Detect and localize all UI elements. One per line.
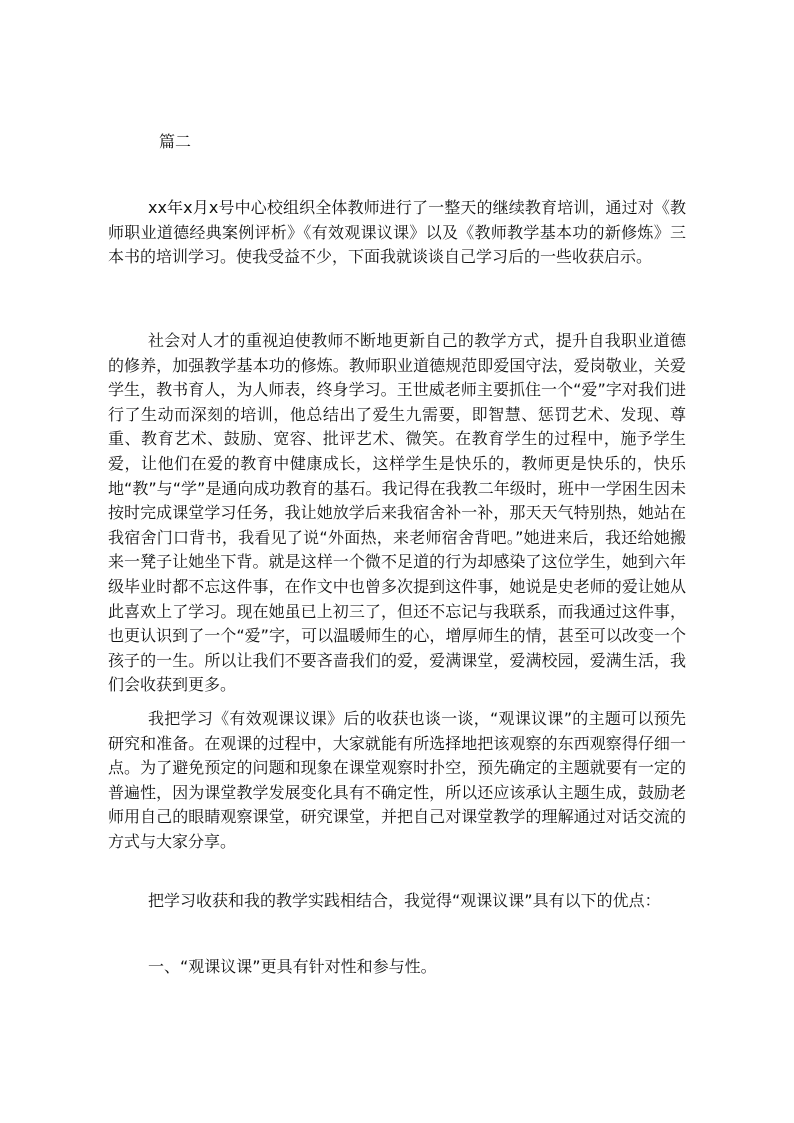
paragraph-point-one: 一、“观课议课”更具有针对性和参与性。: [148, 957, 437, 976]
paragraph-advantages-intro: 把学习收获和我的教学实践相结合，我觉得“观课议课”具有以下的优点：: [148, 891, 661, 910]
paragraph-intro: xx年x月x号中心校组织全体教师进行了一整天的继续教育培训，通过对《教师职业道德经典案例评析》《有效观课议课》以及《教师教学基本功的新修炼》三本书的培训学习。使我受益不少，下面我就谈谈自己学习后的一些收获启示。: [108, 198, 686, 267]
paragraph-observation: 我把学习《有效观课议课》后的收获也谈一谈，“观课议课”的主题可以预先研究和准备。在观课的过程中，大家就能有所选择地把该观察的东西观察得仔细一点。为了避免预定的问题和现象在课堂观察时扑空，预先确定的主题就要有一定的普遍性，因为课堂教学发展变化具有不确定性，所以还应该承认主题生成，鼓励老师用自己的眼睛观察课堂，研究课堂，并把自己对课堂教学的理解通过对话交流的方式与大家分享。: [108, 709, 686, 851]
section-heading: 篇二: [159, 132, 192, 151]
paragraph-teacher-ethics: 社会对人才的重视迫使教师不断地更新自己的教学方式，提升自我职业道德的修养，加强教学基本功的修炼。教师职业道德规范即爱国守法，爱岗敬业，关爱学生，教书育人，为人师表，终身学习。王世威老师主要抓住一个“爱”字对我们进行了生动而深刻的培训，他总结出了爱生九需要，即智慧、惩罚艺术、发现、尊重、教育艺术、鼓励、宽容、批评艺术、微笑。在教育学生的过程中，施予学生爱，让他们在爱的教育中健康成长，这样学生是快乐的，教师更是快乐的，快乐地“教”与“学”是通向成功教育的基石。我记得在我教二年级时，班中一学困生因未按时完成课堂学习任务，我让她放学后来我宿舍补一补，那天天气特别热，她站在我宿舍门口背书，我看见了说“外面热，来老师宿舍背吧。”她进来后，我还给她搬来一凳子让她坐下背。就是这样一个微不足道的行为却感染了这位学生，她到六年级毕业时都不忘这件事，在作文中也曾多次提到这件事，她说是史老师的爱让她从此喜欢上了学习。现在她虽已上初三了，但还不忘记与我联系，而我通过这件事，也更认识到了一个“爱”字，可以温暖师生的心，增厚师生的情，甚至可以改变一个孩子的一生。所以让我们不要吝啬我们的爱，爱满课堂，爱满校园，爱满生活，我们会收获到更多。: [108, 331, 686, 695]
